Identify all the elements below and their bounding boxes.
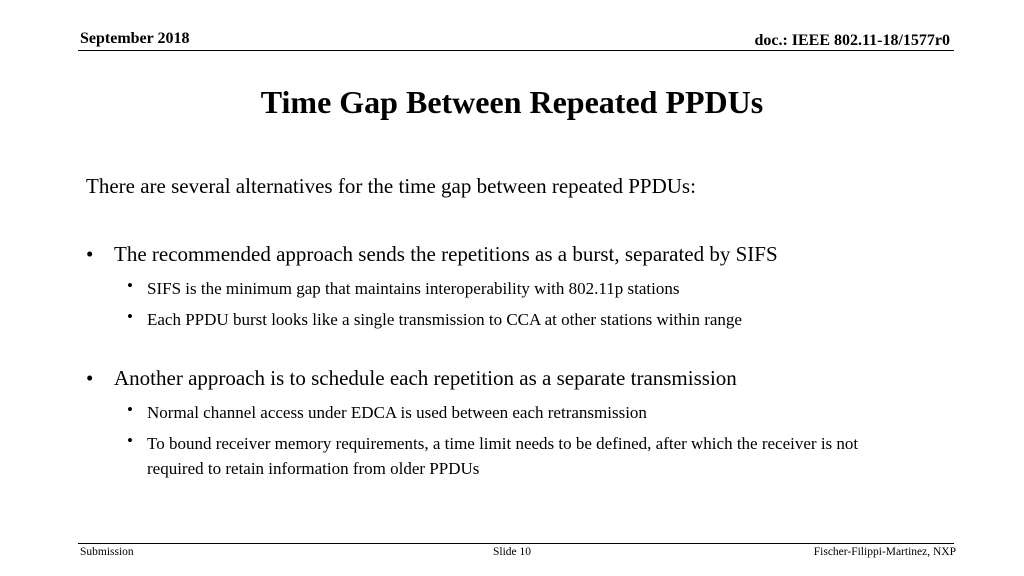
bullet-1-sub-2-text: Each PPDU burst looks like a single transmission to CCA at other stations within range [147,310,742,329]
footer-submission: Submission [80,546,134,558]
bullet-1-text: The recommended approach sends the repetitions as a burst, separated by SIFS [114,242,778,266]
intro-text: There are several alternatives for the time gap between repeated PPDUs: [86,174,696,198]
bullet-dot: • [86,242,94,266]
bullet-2-sub-2 [127,431,917,481]
slide-title: Time Gap Between Repeated PPDUs [260,84,764,120]
header-date: September 2018 [80,30,190,47]
bullet-2-sub-1-text: Normal channel access under EDCA is used between each retransmission [147,403,647,422]
bullet-dot: • [86,366,94,390]
header-doc-id: doc.: IEEE 802.11-18/1577r0 [754,32,950,49]
bullet-2-sub-2-text: To bound receiver memory requirements, a time limit needs to be defined, after which the receiver is not required to retain information from older PPDUs [147,434,859,478]
sub-bullet-dot: • [127,431,133,450]
bullet-1-sub-1 [127,276,927,301]
header-divider [78,50,954,51]
bullet-1-sub-1-text: SIFS is the minimum gap that maintains interoperability with 802.11p stations [147,279,680,298]
footer-slide-number: Slide 10 [492,546,531,558]
footer-divider [78,543,954,544]
footer-authors: Fischer-Filippi-Martinez, NXP [813,546,956,558]
bullet-2-text: Another approach is to schedule each repetition as a separate transmission [114,366,737,390]
sub-bullet-dot: • [127,400,133,419]
sub-bullet-dot: • [127,307,133,326]
sub-bullet-dot: • [127,276,133,295]
bullet-1-sub-2 [127,307,927,332]
bullet-2-sub-1 [127,400,927,425]
